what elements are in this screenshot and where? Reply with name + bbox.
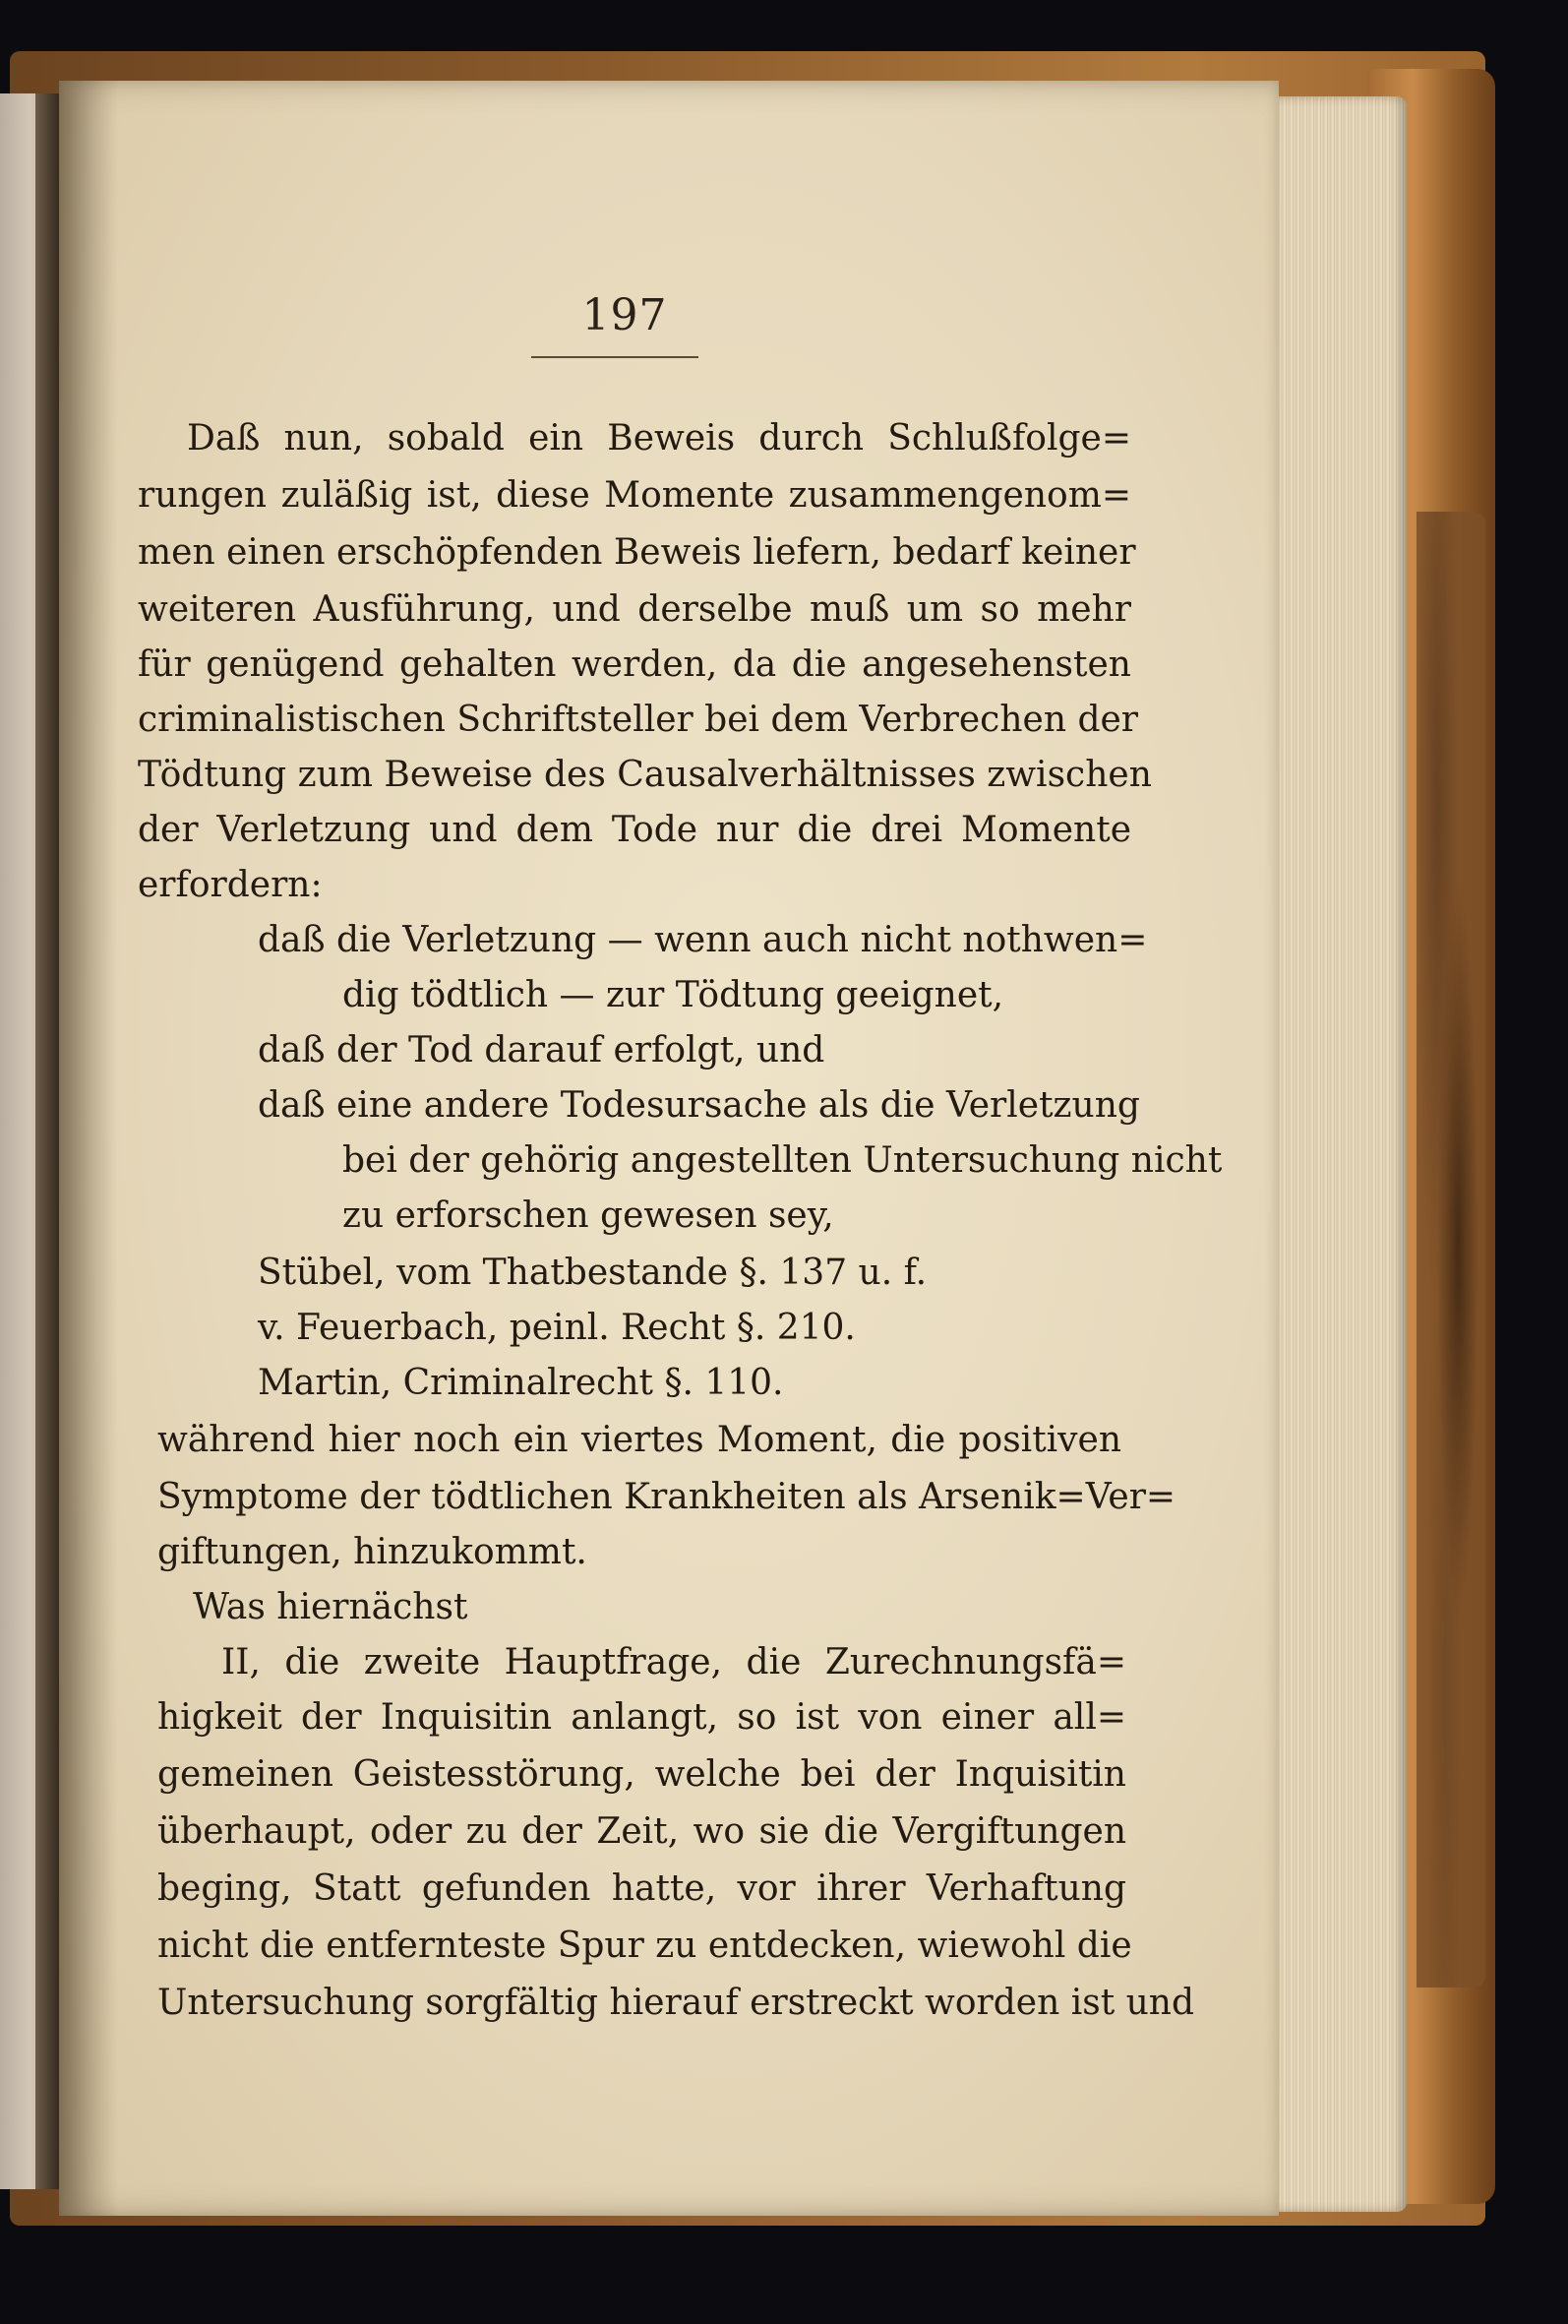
text-line: gemeinen Geistesstörung, welche bei der Inquisitin bbox=[157, 1754, 1126, 1795]
text-line: criminalistischen Schriftsteller bei dem Verbrechen der bbox=[138, 700, 1139, 740]
text-line: higkeit der Inquisitin anlangt, so ist von einer all= bbox=[157, 1697, 1126, 1738]
text-line: Was hiernächst bbox=[193, 1587, 468, 1627]
text-line: II, die zweite Hauptfrage, die Zurechnungsfä= bbox=[221, 1642, 1126, 1682]
spine-shadow bbox=[59, 81, 118, 2216]
text-line: Symptome der tödtlichen Krankheiten als Arsenik=Ver= bbox=[157, 1477, 1176, 1517]
text-line: rungen zuläßig ist, diese Momente zusammengenom= bbox=[138, 475, 1131, 516]
text-line: überhaupt, oder zu der Zeit, wo sie die Vergiftungen bbox=[157, 1811, 1126, 1852]
citation-line: v. Feuerbach, peinl. Recht §. 210. bbox=[258, 1308, 856, 1348]
text-line: daß eine andere Todesursache als die Verletzung bbox=[258, 1085, 1140, 1126]
text-line: beging, Statt gefunden hatte, vor ihrer Verhaftung bbox=[157, 1868, 1126, 1909]
text-line: erfordern: bbox=[138, 865, 323, 905]
text-line: daß die Verletzung — wenn auch nicht nothwen= bbox=[258, 920, 1148, 960]
citation-line: Martin, Criminalrecht §. 110. bbox=[258, 1363, 784, 1403]
text-line: Untersuchung sorgfältig hierauf erstreckt worden ist und bbox=[157, 1983, 1195, 2023]
citation-line: Stübel, vom Thatbestande §. 137 u. f. bbox=[258, 1253, 928, 1293]
text-line: nicht die entfernteste Spur zu entdecken, wiewohl die bbox=[157, 1926, 1132, 1966]
text-line: giftungen, hinzukommt. bbox=[157, 1532, 587, 1572]
page-number: 197 bbox=[581, 290, 668, 340]
text-line: dig tödtlich — zur Tödtung geeignet, bbox=[342, 975, 1004, 1015]
text-line: men einen erschöpfenden Beweis liefern, bedarf keiner bbox=[138, 532, 1136, 573]
text-line: während hier noch ein viertes Moment, die positiven bbox=[157, 1420, 1121, 1460]
text-line: zu erforschen gewesen sey, bbox=[342, 1195, 834, 1236]
page-block-edges bbox=[1259, 96, 1407, 2212]
text-line: Daß nun, sobald ein Beweis durch Schlußfolge= bbox=[187, 418, 1131, 459]
text-line: der Verletzung und dem Tode nur die drei Momente bbox=[138, 810, 1131, 850]
text-line: Tödtung zum Beweise des Causalverhältnisses zwischen bbox=[138, 755, 1152, 795]
marbled-cover bbox=[1417, 512, 1485, 1988]
text-line: bei der gehörig angestellten Untersuchung nicht bbox=[342, 1140, 1223, 1181]
text-line: daß der Tod darauf erfolgt, und bbox=[258, 1030, 825, 1070]
header-rule bbox=[531, 356, 698, 358]
text-line: weiteren Ausführung, und derselbe muß um so mehr bbox=[138, 589, 1131, 630]
text-line: für genügend gehalten werden, da die angesehensten bbox=[138, 644, 1131, 685]
